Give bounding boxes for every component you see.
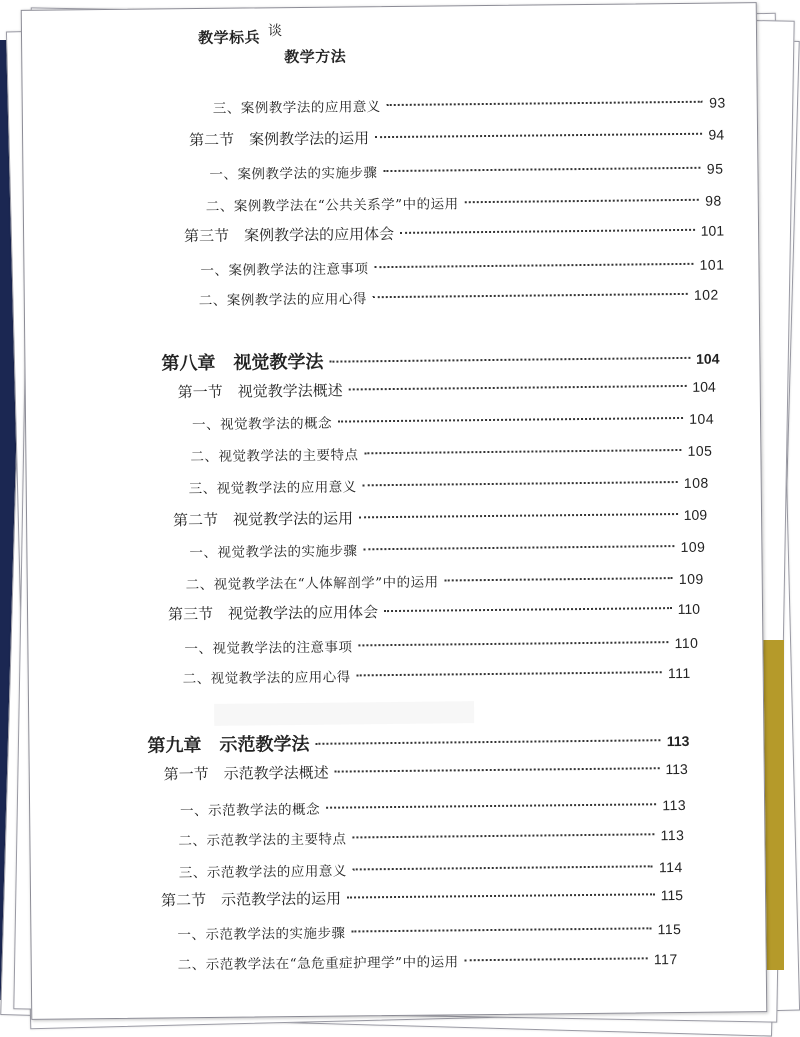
toc-entry[interactable] — [189, 472, 709, 497]
dot-leader — [349, 385, 687, 391]
toc-entry-title: 第二节 视觉教学法的运用 — [172, 509, 354, 530]
toc-page-number: 113 — [660, 826, 685, 844]
toc-page-number: 115 — [660, 886, 684, 904]
toc-entry-title: 第三节 案例教学法的应用体会 — [184, 224, 395, 246]
toc-entry-title: 第二节 示范教学法的运用 — [160, 889, 342, 910]
toc-page-number: 110 — [677, 600, 701, 618]
toc-entry[interactable] — [189, 536, 705, 561]
toc-entry-title: 二、案例教学法的应用心得 — [198, 291, 367, 310]
toc-entry[interactable] — [184, 632, 698, 657]
toc-entry[interactable] — [173, 504, 707, 531]
toc-page-number: 113 — [662, 796, 687, 814]
toc-entry-title: 三、视觉教学法的应用意义 — [188, 479, 357, 498]
toc-page-number: 94 — [708, 126, 725, 143]
toc-entry-title: 一、视觉教学法的实施步骤 — [189, 543, 358, 562]
toc-entry[interactable] — [213, 92, 726, 117]
toc-page — [21, 2, 768, 1020]
dot-leader — [383, 167, 700, 172]
toc-entry[interactable] — [206, 190, 722, 215]
toc-entry[interactable] — [180, 794, 686, 819]
toc-page-number: 102 — [693, 286, 719, 303]
toc-entry-title: 第三节 视觉教学法的应用体会 — [167, 603, 379, 624]
toc-page-number: 114 — [658, 858, 683, 876]
toc-entry-title: 一、案例教学法的注意事项 — [200, 261, 369, 280]
toc-entry[interactable] — [168, 598, 700, 625]
toc-entry[interactable] — [186, 568, 704, 593]
toc-page-number: 110 — [674, 634, 699, 652]
toc-entry-title: 三、示范教学法的应用意义 — [178, 863, 347, 882]
toc-entry-title: 一、示范教学法的实施步骤 — [177, 925, 346, 944]
toc-entry-title: 三、案例教学法的应用意义 — [212, 99, 381, 117]
toc-entry[interactable] — [164, 758, 688, 784]
dot-leader — [357, 671, 662, 676]
toc-entry-title: 二、视觉教学法的应用心得 — [182, 669, 351, 688]
toc-entry[interactable] — [184, 220, 724, 247]
toc-entry-title: 二、视觉教学法的主要特点 — [190, 447, 359, 466]
toc-entry[interactable] — [178, 376, 716, 403]
dot-leader — [465, 957, 648, 961]
dot-leader — [373, 293, 688, 298]
toc-page-number: 104 — [692, 378, 716, 395]
toc-page-number: 109 — [683, 506, 708, 523]
toc-entry[interactable] — [199, 284, 719, 309]
dot-leader — [384, 607, 672, 612]
toc-entry-title: 二、示范教学法的主要特点 — [178, 831, 347, 850]
toc-entry[interactable] — [183, 662, 691, 687]
dot-leader — [315, 739, 660, 745]
toc-page-number: 101 — [700, 222, 725, 239]
toc-page-number: 93 — [709, 94, 726, 111]
dot-leader — [465, 199, 700, 203]
toc-page-number: 109 — [678, 570, 704, 588]
running-header-middle: 谈 — [267, 23, 283, 40]
dot-leader — [353, 865, 653, 870]
dot-leader — [351, 927, 651, 932]
dot-leader — [352, 833, 654, 838]
toc-entry[interactable] — [200, 254, 724, 279]
toc-page-number: 108 — [683, 474, 709, 491]
toc-entry[interactable] — [178, 824, 684, 849]
toc-entry[interactable] — [177, 918, 681, 943]
toc-page-number: 117 — [653, 951, 678, 968]
toc-page-number: 104 — [695, 350, 720, 367]
dot-leader — [359, 513, 678, 518]
dot-leader — [326, 803, 656, 808]
toc-page-number: 111 — [667, 664, 691, 682]
dot-leader — [358, 641, 668, 646]
toc-entry-title: 第二节 案例教学法的运用 — [189, 129, 370, 150]
toc-entry-title: 第一节 视觉教学法概述 — [177, 381, 343, 402]
toc-entry[interactable] — [192, 408, 714, 433]
running-header-right: 教学方法 — [284, 47, 347, 67]
toc-entry-title: 第九章 示范教学法 — [147, 733, 310, 757]
toc-entry[interactable] — [209, 158, 723, 183]
toc-entry-title: 一、案例教学法的实施步骤 — [209, 165, 378, 183]
dot-leader — [329, 357, 690, 363]
dot-leader — [387, 101, 703, 106]
toc-entry-title: 二、视觉教学法在“人体解剖学”中的运用 — [185, 574, 439, 594]
dot-leader — [374, 263, 693, 268]
toc-entry[interactable] — [189, 124, 724, 151]
toc-entry-title: 二、案例教学法在“公共关系学”中的运用 — [205, 196, 459, 215]
toc-entry[interactable] — [178, 948, 678, 973]
dot-leader — [363, 545, 674, 550]
dot-leader — [363, 481, 678, 486]
toc-page-number: 113 — [666, 732, 690, 750]
toc-page-number: 98 — [705, 192, 722, 209]
toc-chapter-entry[interactable] — [161, 344, 719, 376]
toc-entry-title: 一、示范教学法的概念 — [180, 801, 321, 820]
toc-entry[interactable] — [190, 440, 712, 465]
toc-chapter-entry[interactable] — [147, 726, 689, 758]
toc-page-number: 101 — [699, 256, 725, 273]
toc-entry[interactable] — [161, 884, 683, 910]
toc-page-number: 95 — [706, 160, 724, 177]
toc-page-number: 113 — [665, 760, 688, 778]
toc-entry-title: 第八章 视觉教学法 — [161, 351, 324, 375]
toc-entry-title: 第一节 示范教学法概述 — [163, 763, 329, 784]
running-header-left: 教学标兵 — [197, 28, 261, 48]
dot-leader — [445, 577, 673, 581]
dot-leader — [347, 893, 655, 898]
dot-leader — [400, 229, 695, 234]
toc-entry-title: 一、视觉教学法的概念 — [192, 415, 333, 434]
toc-page-number: 109 — [680, 538, 706, 556]
toc-page-number: 104 — [689, 410, 715, 427]
print-smudge — [214, 701, 474, 726]
toc-entry[interactable] — [179, 856, 683, 881]
toc-entry-title: 二、示范教学法在“急危重症护理学”中的运用 — [177, 954, 459, 974]
dot-leader — [364, 449, 681, 454]
dot-leader — [338, 417, 683, 423]
toc-page-number: 105 — [687, 442, 713, 459]
toc-page-number: 115 — [657, 921, 682, 938]
dot-leader — [335, 767, 660, 772]
toc-entry-title: 一、视觉教学法的注意事项 — [184, 639, 353, 658]
dot-leader — [375, 133, 702, 138]
